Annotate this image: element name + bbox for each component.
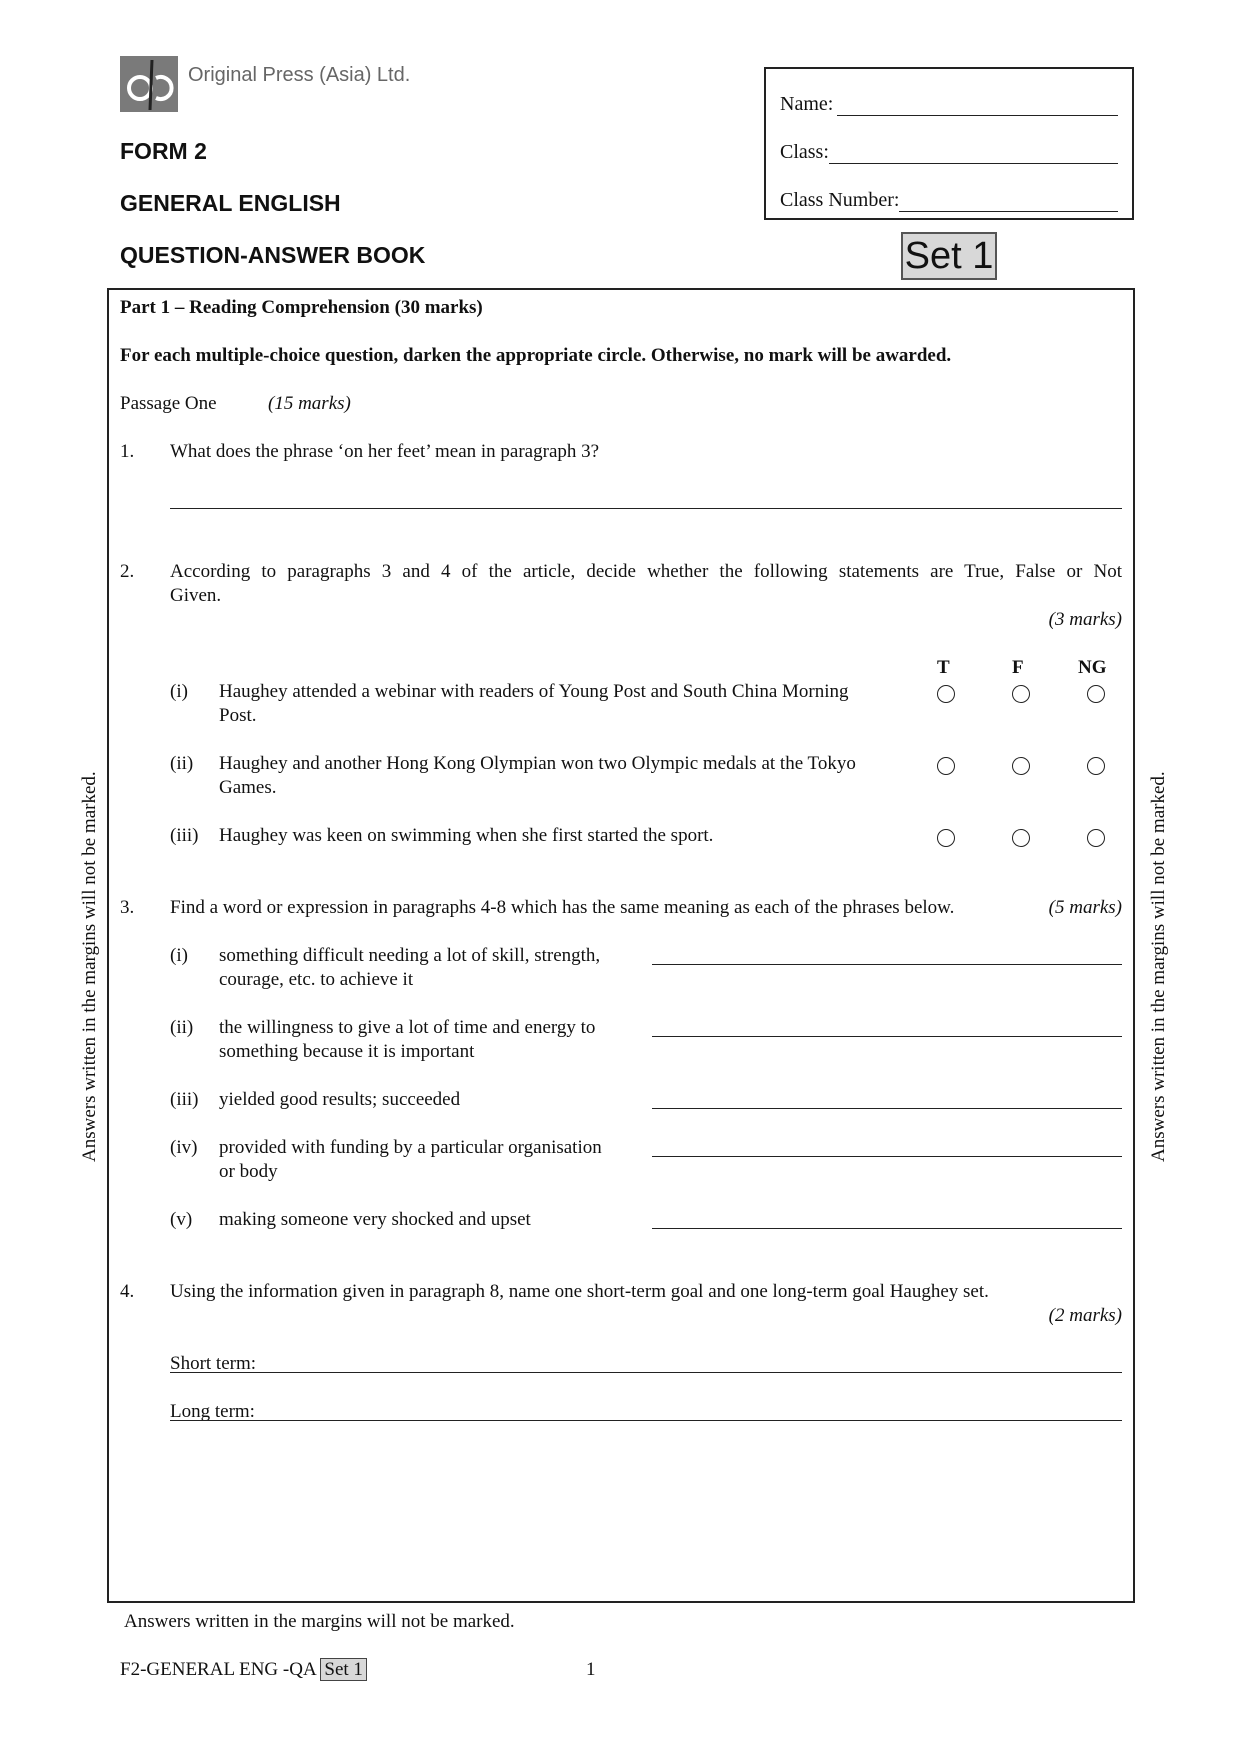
publisher-name: Original Press (Asia) Ltd. [188, 64, 411, 86]
q3-number: 3. [120, 897, 135, 918]
part-title: Part 1 – Reading Comprehension (30 marks) [120, 297, 483, 318]
q3-item-label: (iv) [170, 1137, 198, 1158]
q3-item-text: something difficult needing a lot of skill, strength, [219, 945, 601, 966]
q2-ii-not-given-circle[interactable] [1087, 757, 1105, 775]
book-type-title: QUESTION-ANSWER BOOK [120, 242, 426, 268]
q4-number: 4. [120, 1281, 135, 1302]
class-number-field[interactable] [780, 189, 1118, 212]
q3-marks: (5 marks) [1048, 897, 1122, 918]
name-blank[interactable] [837, 97, 1118, 116]
q3-item-text: yielded good results; succeeded [219, 1089, 461, 1110]
class-number-blank[interactable] [899, 193, 1118, 212]
q2-marks: (3 marks) [1048, 609, 1122, 630]
q2-iii-not-given-circle[interactable] [1087, 829, 1105, 847]
q4-marks: (2 marks) [1048, 1305, 1122, 1326]
q3-iv-answer-line[interactable] [652, 1156, 1122, 1157]
logo-mark-icon [120, 56, 178, 112]
q3-iii-answer-line[interactable] [652, 1108, 1122, 1109]
q2-item-text: Haughey and another Hong Kong Olympian won two Olympic medals at the Tokyo [219, 753, 856, 774]
page-number: 1 [586, 1659, 596, 1680]
q3-item-text: the willingness to give a lot of time and energy to [219, 1017, 596, 1038]
q3-item-label: (i) [170, 945, 188, 966]
footer-note: Answers written in the margins will not be marked. [124, 1611, 515, 1632]
q2-header-true: T [937, 657, 950, 678]
q3-item-label: (iii) [170, 1089, 199, 1110]
q1-answer-line[interactable] [170, 508, 1122, 509]
short-term-label: Short term: [170, 1353, 257, 1374]
q2-item-label: (ii) [170, 753, 194, 774]
long-term-answer-line[interactable] [170, 1420, 1122, 1421]
q2-item-text-cont: Games. [219, 777, 277, 798]
q2-text-line2: Given. [170, 585, 222, 606]
q3-ii-answer-line[interactable] [652, 1036, 1122, 1037]
part-instruction: For each multiple-choice question, darken the appropriate circle. Otherwise, no mark will be awarded. [120, 345, 952, 366]
q2-header-not-given: NG [1078, 657, 1107, 678]
q3-item-label: (v) [170, 1209, 193, 1230]
q3-item-text-cont: or body [219, 1161, 278, 1182]
q2-iii-false-circle[interactable] [1012, 829, 1030, 847]
footer-set-badge: Set 1 [320, 1658, 367, 1681]
q2-ii-false-circle[interactable] [1012, 757, 1030, 775]
q3-item-text-cont: courage, etc. to achieve it [219, 969, 414, 990]
name-field[interactable] [780, 93, 1118, 116]
class-label: Class: [780, 141, 829, 163]
q2-iii-true-circle[interactable] [937, 829, 955, 847]
subject-title: GENERAL ENGLISH [120, 190, 341, 216]
q3-item-text-cont: something because it is important [219, 1041, 475, 1062]
footer-code-line [120, 1658, 367, 1682]
q2-i-true-circle[interactable] [937, 685, 955, 703]
q3-item-label: (ii) [170, 1017, 194, 1038]
passage-marks: (15 marks) [268, 393, 351, 414]
q2-item-label: (iii) [170, 825, 199, 846]
passage-label: Passage One [120, 393, 217, 414]
q1-number: 1. [120, 441, 135, 462]
q2-ii-true-circle[interactable] [937, 757, 955, 775]
footer-code: F2-GENERAL ENG -QA [120, 1659, 316, 1680]
q2-item-text: Haughey was keen on swimming when she first started the sport. [219, 825, 714, 846]
name-label: Name: [780, 93, 834, 115]
right-margin-note: Answers written in the margins will not be marked. [1148, 771, 1169, 1162]
q2-header-false: F [1012, 657, 1024, 678]
q3-v-answer-line[interactable] [652, 1228, 1122, 1229]
q3-item-text: provided with funding by a particular organisation [219, 1137, 602, 1158]
q2-item-text: Haughey attended a webinar with readers of Young Post and South China Morning [219, 681, 849, 702]
class-field[interactable] [780, 141, 1118, 164]
form-title: FORM 2 [120, 138, 207, 164]
q3-text: Find a word or expression in paragraphs 4-8 which has the same meaning as each of the phrases below. [170, 897, 955, 918]
publisher-logo [120, 56, 178, 112]
q2-i-false-circle[interactable] [1012, 685, 1030, 703]
q2-text-line1: According to paragraphs 3 and 4 of the article, decide whether the following statements are True, False or Not [170, 561, 1122, 582]
class-number-label: Class Number: [780, 189, 900, 211]
left-margin-note: Answers written in the margins will not be marked. [79, 771, 100, 1162]
q2-number: 2. [120, 561, 135, 582]
student-info-box [764, 67, 1134, 220]
q4-text: Using the information given in paragraph 8, name one short-term goal and one long-term goal Haughey set. [170, 1281, 989, 1302]
q3-i-answer-line[interactable] [652, 964, 1122, 965]
class-blank[interactable] [829, 145, 1118, 164]
set-badge: Set 1 [901, 232, 997, 280]
short-term-answer-line[interactable] [170, 1372, 1122, 1373]
q1-text: What does the phrase ‘on her feet’ mean in paragraph 3? [170, 441, 600, 462]
q3-item-text: making someone very shocked and upset [219, 1209, 531, 1230]
q2-item-label: (i) [170, 681, 188, 702]
long-term-label: Long term: [170, 1401, 255, 1422]
q2-i-not-given-circle[interactable] [1087, 685, 1105, 703]
q2-item-text-cont: Post. [219, 705, 257, 726]
